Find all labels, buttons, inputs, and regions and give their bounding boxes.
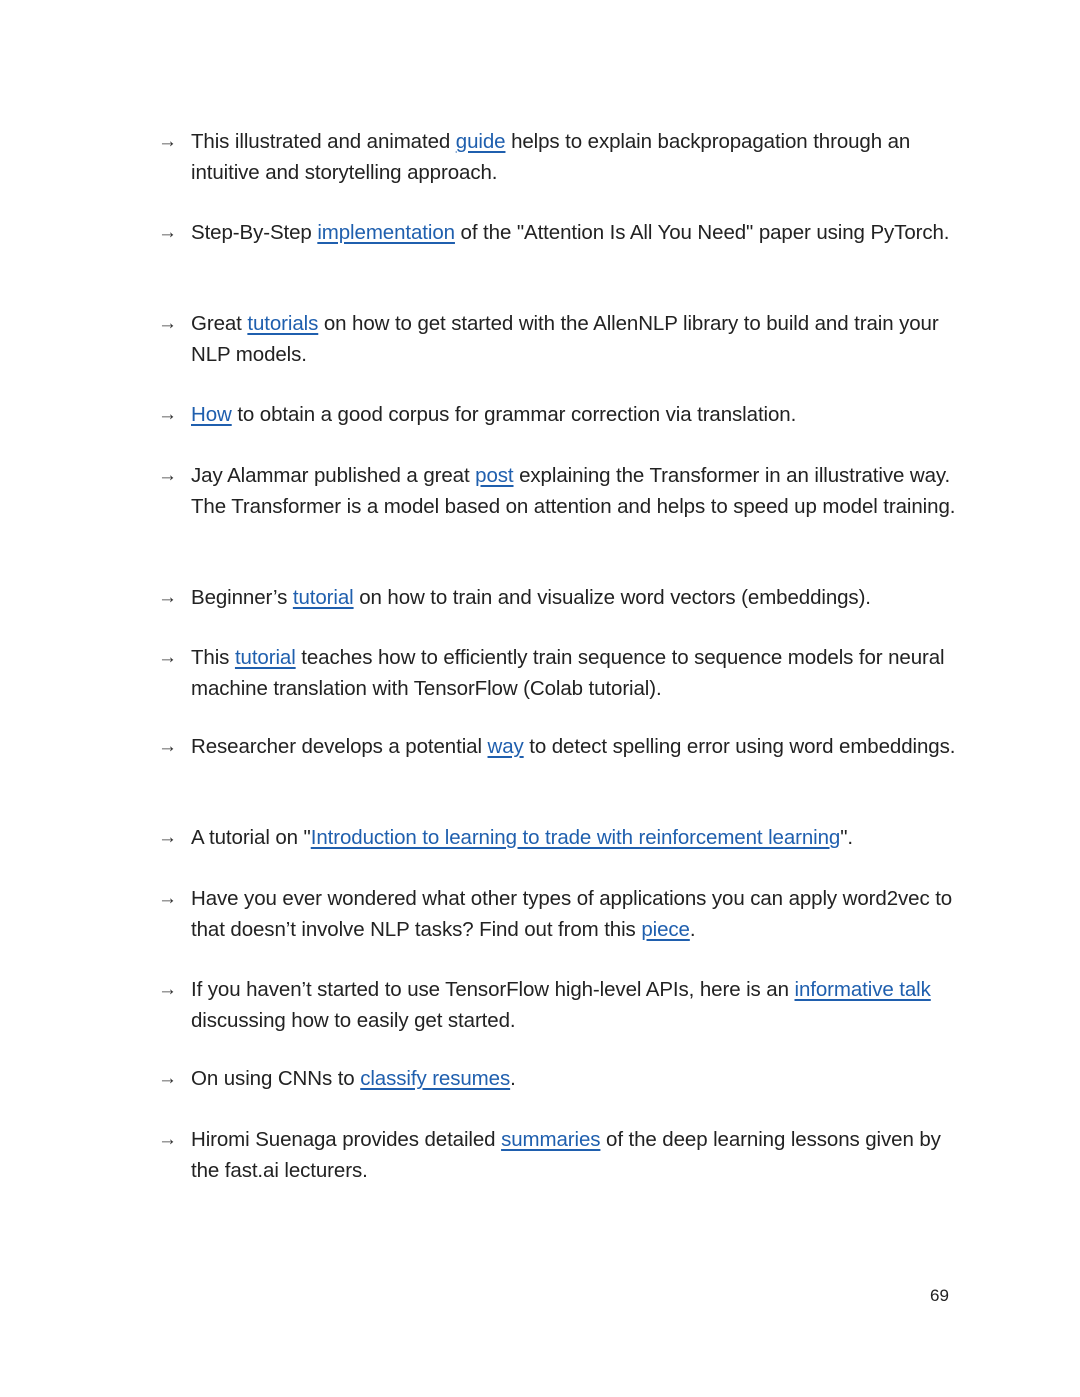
item-text: How to obtain a good corpus for grammar correction via translation. bbox=[191, 403, 797, 426]
arrow-bullet-icon: → bbox=[158, 736, 177, 757]
item-text: Great tutorials on how to get started with the AllenNLP library to build and train your NLP models. bbox=[191, 312, 939, 366]
arrow-bullet-icon: → bbox=[158, 1068, 177, 1089]
item-text: Have you ever wondered what other types of applications you can apply word2vec to that doesn’t involve NLP tasks? Find out from this piece. bbox=[191, 887, 953, 941]
link-trading-rl[interactable]: Introduction to learning to trade with reinforcement learning bbox=[310, 826, 841, 849]
arrow-bullet-icon: → bbox=[158, 587, 177, 608]
link-summaries[interactable]: summaries bbox=[501, 1128, 601, 1151]
page-number: 69 bbox=[930, 1286, 949, 1305]
list-item bbox=[158, 823, 958, 854]
list-item bbox=[158, 461, 958, 522]
arrow-bullet-icon: → bbox=[158, 1129, 177, 1150]
item-text: Hiromi Suenaga provides detailed summaries of the deep learning lessons given by the fast.ai lecturers. bbox=[191, 1128, 941, 1182]
list-item bbox=[158, 218, 958, 249]
item-text: Researcher develops a potential way to detect spelling error using word embeddings. bbox=[191, 735, 956, 758]
arrow-bullet-icon: → bbox=[158, 131, 177, 152]
list-item bbox=[158, 400, 958, 431]
arrow-bullet-icon: → bbox=[158, 888, 177, 909]
arrow-bullet-icon: → bbox=[158, 979, 177, 1000]
list-item bbox=[158, 884, 958, 945]
item-text: Jay Alammar published a great post explaining the Transformer in an illustrative way. The Transformer is a model based on attention and helps to speed up model training. bbox=[191, 464, 956, 518]
list-item bbox=[158, 732, 958, 763]
link-tutorial[interactable]: tutorial bbox=[234, 646, 296, 669]
list-item bbox=[158, 127, 958, 188]
list-item bbox=[158, 975, 958, 1036]
link-classify-resumes[interactable]: classify resumes bbox=[360, 1067, 511, 1090]
arrow-bullet-icon: → bbox=[158, 313, 177, 334]
arrow-bullet-icon: → bbox=[158, 222, 177, 243]
item-text: A tutorial on "Introduction to learning to trade with reinforcement learning". bbox=[191, 826, 854, 849]
link-tutorials[interactable]: tutorials bbox=[247, 312, 319, 335]
link-way[interactable]: way bbox=[487, 735, 524, 758]
arrow-bullet-icon: → bbox=[158, 647, 177, 668]
link-piece[interactable]: piece bbox=[641, 917, 690, 941]
item-text: This tutorial teaches how to efficiently train sequence to sequence models for neural machine translation with TensorFlow (Colab tutorial). bbox=[191, 646, 945, 700]
item-text: Step-By-Step implementation of the "Attention Is All You Need" paper using PyTorch. bbox=[191, 221, 950, 244]
link-post[interactable]: post bbox=[475, 464, 514, 487]
arrow-bullet-icon: → bbox=[158, 827, 177, 848]
list-item bbox=[158, 309, 958, 370]
link-how[interactable]: How bbox=[191, 403, 232, 426]
item-text: Beginner’s tutorial on how to train and visualize word vectors (embeddings). bbox=[191, 586, 871, 609]
arrow-bullet-icon: → bbox=[158, 465, 177, 486]
arrow-bullet-icon: → bbox=[158, 404, 177, 425]
list-item bbox=[158, 1064, 958, 1095]
list-item bbox=[158, 643, 958, 704]
link-informative-talk[interactable]: informative talk bbox=[794, 978, 931, 1001]
link-implementation[interactable]: implementation bbox=[317, 221, 455, 244]
link-tutorial[interactable]: tutorial bbox=[292, 586, 354, 609]
list-item bbox=[158, 1125, 958, 1186]
list-item bbox=[158, 583, 958, 614]
item-text: On using CNNs to classify resumes. bbox=[191, 1067, 516, 1090]
item-text: If you haven’t started to use TensorFlow high-level APIs, here is an informative talk discussing how to easily get started. bbox=[191, 978, 931, 1032]
item-text: This illustrated and animated guide helps to explain backpropagation through an intuitive and storytelling approach. bbox=[191, 130, 911, 184]
link-guide[interactable]: guide bbox=[455, 130, 506, 153]
